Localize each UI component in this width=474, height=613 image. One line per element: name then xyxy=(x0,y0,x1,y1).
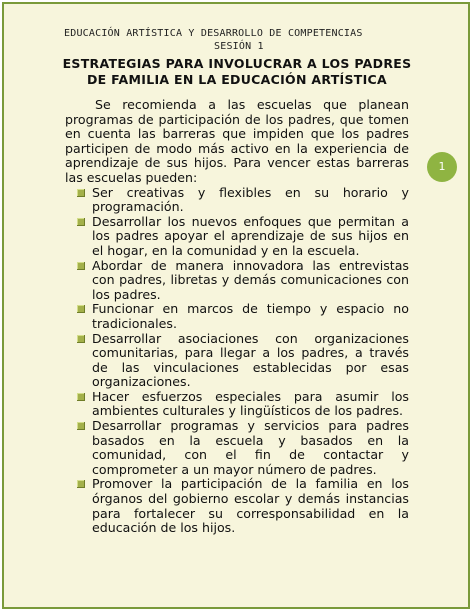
list-item-text: Desarrollar asociaciones con organizaciones comunitarias, para llegar a los padres, a través de las vinculaciones establecidas por esas organizaciones. xyxy=(92,330,409,390)
square-bullet-icon xyxy=(77,335,85,343)
list-item xyxy=(92,186,409,215)
list-item xyxy=(92,477,409,535)
square-bullet-icon xyxy=(77,218,85,226)
header-course-title: EDUCACIÓN ARTÍSTICA Y DESARROLLO DE COMPETENCIAS xyxy=(64,28,363,39)
list-item xyxy=(92,419,409,477)
list-item-text: Ser creativas y flexibles en su horario y programación. xyxy=(92,184,409,215)
strategy-list xyxy=(65,186,409,536)
list-item-text: Desarrollar programas y servicios para padres basados en la escuela y basados en la comunidad, con el fin de contactar y comprometer a un mayor número de padres. xyxy=(92,418,409,477)
list-item xyxy=(92,332,409,390)
document-body xyxy=(65,98,409,536)
list-item-text: Funcionar en marcos de tiempo y espacio no tradicionales. xyxy=(92,301,409,331)
list-item xyxy=(92,390,409,419)
list-item xyxy=(92,259,409,303)
document-title: ESTRATEGIAS PARA INVOLUCRAR A LOS PADRES DE FAMILIA EN LA EDUCACIÓN ARTÍSTICA xyxy=(62,56,412,87)
square-bullet-icon xyxy=(77,422,85,430)
header-session: SESIÓN 1 xyxy=(214,41,264,52)
intro-paragraph: Se recomienda a las escuelas que planean programas de participación de los padres, que tomen en cuenta las barreras que impiden que los padres participen de modo más activo en la experiencia de aprendizaje de sus hijos. Para vencer estas barreras las escuelas pueden: xyxy=(65,97,409,185)
square-bullet-icon xyxy=(77,262,85,270)
list-item-text: Abordar de manera innovadora las entrevistas con padres, libretas y demás comunicaciones con los padres. xyxy=(92,257,409,302)
square-bullet-icon xyxy=(77,393,85,401)
square-bullet-icon xyxy=(77,305,85,313)
list-item-text: Promover la participación de la familia en los órganos del gobierno escolar y demás instancias para fortalecer su corresponsabilidad en la educación de los hijos. xyxy=(92,476,409,536)
square-bullet-icon xyxy=(77,480,85,488)
list-item xyxy=(92,215,409,259)
square-bullet-icon xyxy=(77,189,85,197)
page-number-badge: 1 xyxy=(427,152,457,182)
list-item xyxy=(92,302,409,331)
list-item-text: Desarrollar los nuevos enfoques que permitan a los padres apoyar el aprendizaje de sus hijos en el hogar, en la comunidad y en la escuela. xyxy=(92,213,409,258)
list-item-text: Hacer esfuerzos especiales para asumir los ambientes culturales y lingüísticos de los padres. xyxy=(92,388,409,419)
